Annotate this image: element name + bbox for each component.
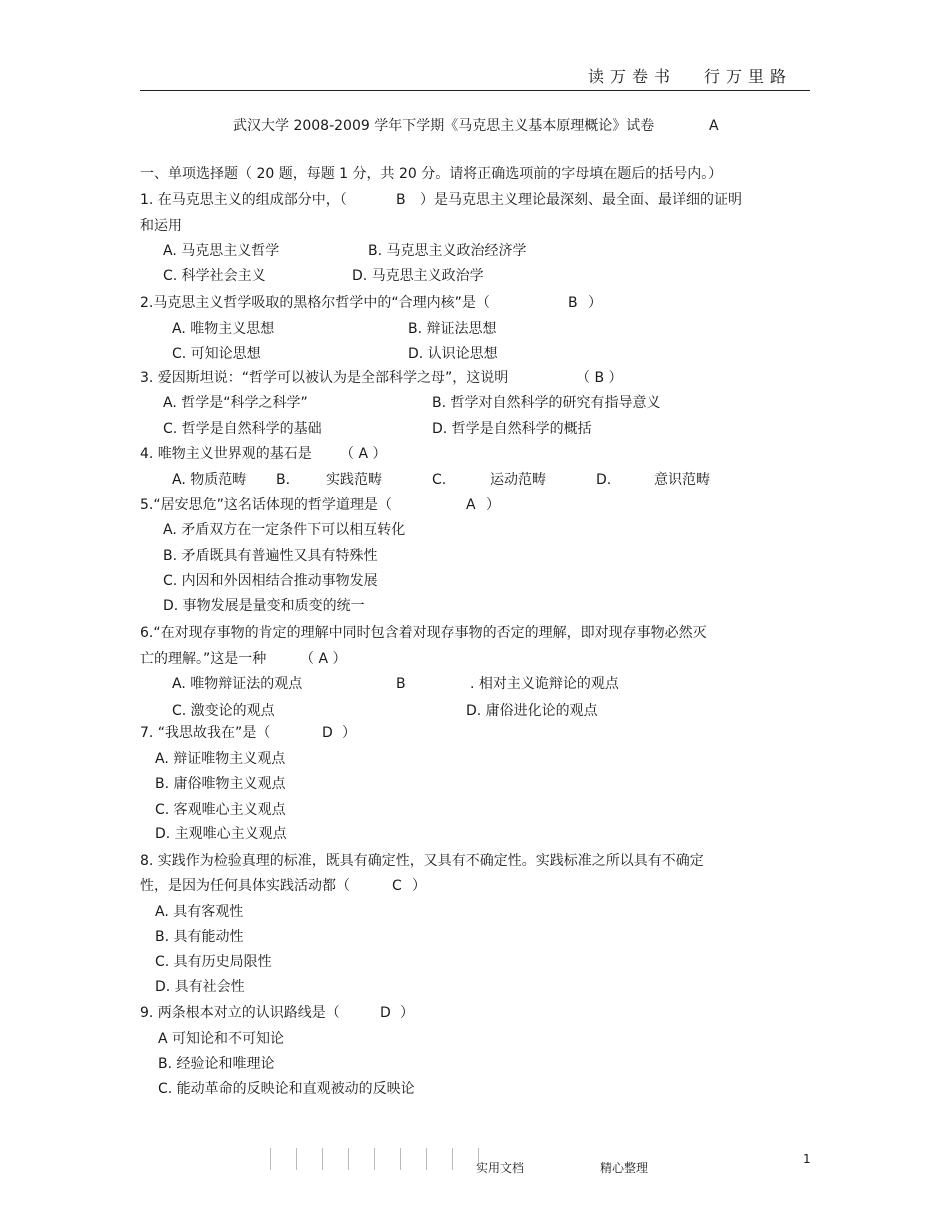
question-8-stem-end: ） bbox=[412, 878, 426, 894]
question-1-option-b: B. 马克思主义政治经济学 bbox=[368, 243, 527, 259]
question-6-stem: 6.“在对现存事物的肯定的理解中同时包含着对现存事物的否定的理解，即对现存事物必然灭 bbox=[140, 625, 707, 641]
question-7-option-c: C. 客观唯心主义观点 bbox=[155, 802, 286, 818]
question-4-stem: 4. 唯物主义世界观的基石是 bbox=[140, 446, 312, 462]
question-6-stem-cont: 亡的理解。”这是一种 bbox=[140, 651, 267, 667]
header-rule bbox=[140, 90, 810, 91]
question-4-option-b: 实践范畴 bbox=[326, 472, 382, 488]
question-6-option-d: D. 庸俗进化论的观点 bbox=[466, 703, 598, 719]
question-8-answer: C bbox=[392, 878, 402, 894]
question-6-option-b-letter: B bbox=[396, 676, 406, 692]
question-6-option-c: C. 激变论的观点 bbox=[172, 703, 275, 719]
question-2-answer: B bbox=[568, 295, 578, 311]
question-9-option-b: B. 经验论和唯理论 bbox=[158, 1056, 275, 1072]
question-2-option-c: C. 可知论思想 bbox=[172, 346, 261, 362]
question-1-option-c: C. 科学社会主义 bbox=[163, 268, 266, 284]
question-8-stem: 8. 实践作为检验真理的标准，既具有确定性，又具有不确定性。实践标准之所以具有不确定 bbox=[140, 853, 704, 869]
question-3-option-b: B. 哲学对自然科学的研究有指导意义 bbox=[432, 395, 661, 411]
question-6-answer: （ A ） bbox=[300, 651, 347, 667]
question-8-option-c: C. 具有历史局限性 bbox=[155, 954, 272, 970]
question-8-stem-cont: 性，是因为任何具体实践活动都（ bbox=[140, 878, 350, 894]
header-right: 行万里路 bbox=[704, 67, 793, 86]
page-number: 1 bbox=[803, 1152, 811, 1166]
footer-right-text: 精心整理 bbox=[600, 1161, 649, 1175]
question-7-stem: 7. “我思故我在”是（ bbox=[140, 725, 271, 741]
page-header bbox=[588, 64, 792, 87]
question-4-option-c-letter: C. bbox=[432, 472, 447, 488]
question-2-option-d: D. 认识论思想 bbox=[408, 346, 498, 362]
question-5-option-c: C. 内因和外因相结合推动事物发展 bbox=[163, 573, 378, 589]
question-3-answer: （ B ） bbox=[576, 370, 623, 386]
question-6-option-b: . 相对主义诡辩论的观点 bbox=[470, 676, 619, 692]
question-4-option-a: A. 物质范畴 bbox=[172, 472, 247, 488]
question-5-option-b: B. 矛盾既具有普遍性又具有特殊性 bbox=[163, 548, 378, 564]
question-1-answer: B bbox=[396, 192, 406, 208]
question-4-option-b-letter: B. bbox=[276, 472, 291, 488]
question-9-stem-end: ） bbox=[400, 1005, 414, 1021]
question-5-answer: A bbox=[466, 497, 476, 513]
question-1-option-a: A. 马克思主义哲学 bbox=[163, 243, 280, 259]
question-3-option-d: D. 哲学是自然科学的概括 bbox=[432, 421, 592, 437]
question-2-option-a: A. 唯物主义思想 bbox=[172, 321, 275, 337]
question-9-answer: D bbox=[380, 1005, 391, 1021]
question-2-stem-end: ） bbox=[588, 295, 602, 311]
section-intro: 一、单项选择题（ 20 题，每题 1 分，共 20 分。请将正确选项前的字母填在题后的括号内。） bbox=[140, 166, 723, 182]
question-1-stem-cont: ）是马克思主义理论最深刻、最全面、最详细的证明 bbox=[420, 192, 742, 208]
question-5-stem: 5.“居安思危”这名话体现的哲学道理是（ bbox=[140, 497, 392, 513]
question-7-answer: D bbox=[322, 725, 333, 741]
question-4-option-d: 意识范畴 bbox=[654, 472, 710, 488]
question-2-stem: 2.马克思主义哲学吸取的黑格尔哲学中的“合理内核”是（ bbox=[140, 295, 490, 311]
question-8-option-b: B. 具有能动性 bbox=[155, 929, 244, 945]
question-6-option-a: A. 唯物辩证法的观点 bbox=[172, 676, 303, 692]
question-4-option-c: 运动范畴 bbox=[490, 472, 546, 488]
question-1-stem-end: 和运用 bbox=[140, 218, 182, 234]
footer-tick-marks bbox=[270, 1148, 480, 1170]
question-1-stem: 1. 在马克思主义的组成部分中，（ bbox=[140, 192, 347, 208]
question-4-answer: （ A ） bbox=[340, 446, 387, 462]
question-9-option-c: C. 能动革命的反映论和直观被动的反映论 bbox=[158, 1081, 415, 1097]
question-5-option-d: D. 事物发展是量变和质变的统一 bbox=[163, 598, 365, 614]
question-8-option-a: A. 具有客观性 bbox=[155, 904, 244, 920]
question-1-option-d: D. 马克思主义政治学 bbox=[352, 268, 484, 284]
question-7-option-b: B. 庸俗唯物主义观点 bbox=[155, 776, 286, 792]
question-8-option-d: D. 具有社会性 bbox=[155, 979, 245, 995]
exam-version: A bbox=[709, 118, 719, 134]
question-9-stem: 9. 两条根本对立的认识路线是（ bbox=[140, 1005, 340, 1021]
question-2-option-b: B. 辩证法思想 bbox=[408, 321, 497, 337]
exam-title: 武汉大学 2008-2009 学年下学期《马克思主义基本原理概论》试卷 bbox=[233, 118, 655, 134]
question-3-option-a: A. 哲学是“科学之科学” bbox=[163, 395, 308, 411]
question-4-option-d-letter: D. bbox=[596, 472, 612, 488]
question-3-stem: 3. 爱因斯坦说：“哲学可以被认为是全部科学之母”，这说明 bbox=[140, 370, 509, 386]
question-7-stem-end: ） bbox=[342, 725, 356, 741]
question-9-option-a: A 可知论和不可知论 bbox=[158, 1031, 285, 1047]
question-3-option-c: C. 哲学是自然科学的基础 bbox=[163, 421, 322, 437]
header-left: 读万卷书 bbox=[588, 67, 677, 86]
footer-left-text: 实用文档 bbox=[476, 1161, 525, 1175]
question-7-option-a: A. 辩证唯物主义观点 bbox=[155, 751, 286, 767]
question-7-option-d: D. 主观唯心主义观点 bbox=[155, 826, 287, 842]
question-5-stem-end: ） bbox=[486, 497, 500, 513]
question-5-option-a: A. 矛盾双方在一定条件下可以相互转化 bbox=[163, 522, 406, 538]
